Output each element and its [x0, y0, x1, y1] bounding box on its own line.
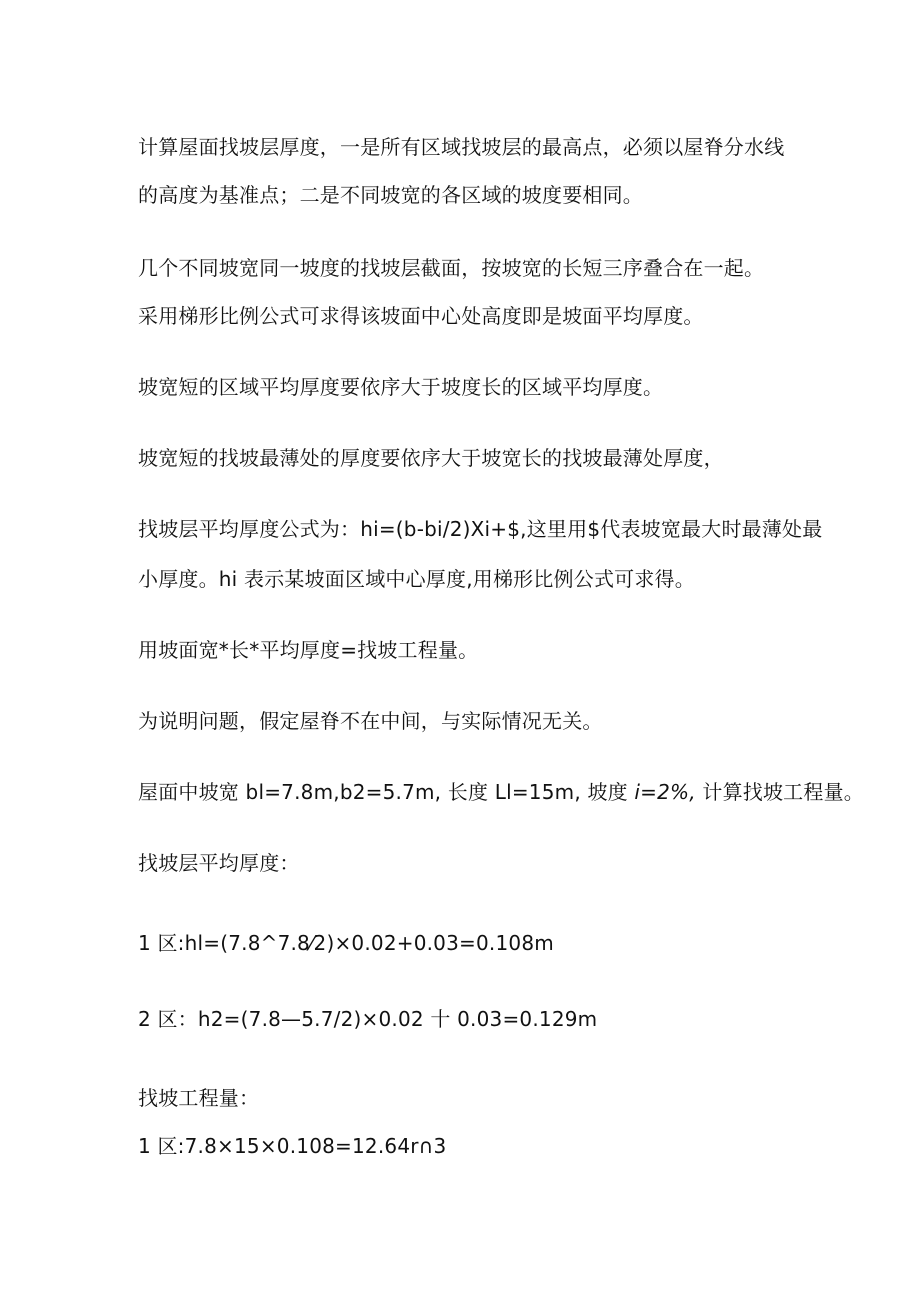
- paragraph-line-6: 坡宽短的找坡最薄处的厚度要依序大于坡宽长的找坡最薄处厚度，: [138, 446, 724, 470]
- quantity-formula-line: 用坡面宽*长*平均厚度=找坡工程量。: [138, 638, 479, 662]
- example-text-after: 计算找坡工程量。: [695, 780, 864, 804]
- zone2-thickness-line: 2 区：h2=(7.8—5.7/2)×0.02 十 0.03=0.129m: [138, 1007, 598, 1031]
- assumption-line: 为说明问题，假定屋脊不在中间，与实际情况无关。: [138, 709, 603, 733]
- paragraph-line-2: 的高度为基准点；二是不同坡宽的各区域的坡度要相同。: [138, 183, 643, 207]
- paragraph-line-5: 坡宽短的区域平均厚度要依序大于坡度长的区域平均厚度。: [138, 375, 664, 399]
- zone1-quantity-line: 1 区:7.8×15×0.108=12.64r∩3: [138, 1134, 447, 1158]
- zone1-thickness-line: 1 区:hl=(7.8^7.8⁄2)×0.02+0.03=0.108m: [138, 931, 554, 955]
- formula-line-1: 找坡层平均厚度公式为：hi=(b-bi/2)Xi+$,这里用$代表坡宽最大时最薄处最: [138, 517, 823, 541]
- formula-line-2: 小厚度。hi 表示某坡面区域中心厚度,用梯形比例公式可求得。: [138, 567, 695, 591]
- avg-thickness-heading: 找坡层平均厚度：: [138, 851, 300, 875]
- quantity-heading: 找坡工程量：: [138, 1086, 260, 1110]
- paragraph-line-1: 计算屋面找坡层厚度，一是所有区域找坡层的最高点，必须以屋脊分水线: [138, 135, 785, 159]
- example-text-before: 屋面中坡宽 bl=7.8m,b2=5.7m, 长度 Ll=15m, 坡度: [138, 780, 635, 804]
- example-line: [138, 778, 864, 806]
- paragraph-line-3: 几个不同坡宽同一坡度的找坡层截面，按坡宽的长短三序叠合在一起。: [138, 256, 765, 280]
- example-slope-italic: i=2%,: [634, 780, 696, 804]
- paragraph-line-4: 采用梯形比例公式可求得该坡面中心处高度即是坡面平均厚度。: [138, 304, 704, 328]
